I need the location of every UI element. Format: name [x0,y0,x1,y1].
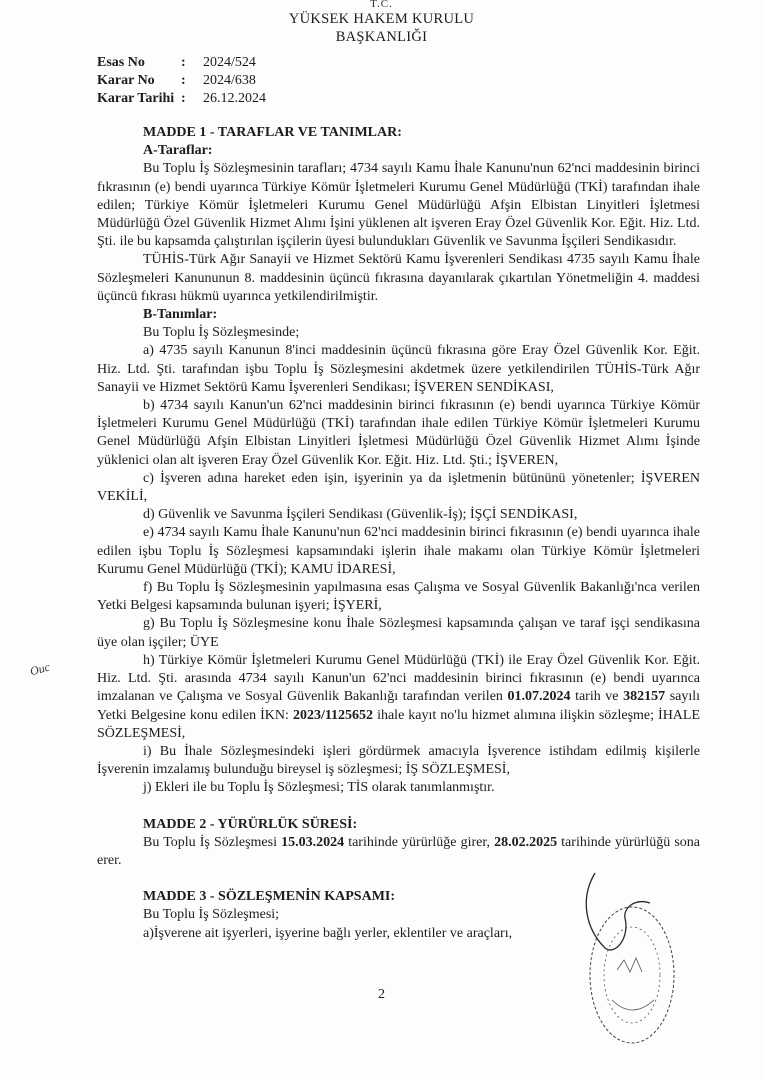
karar-colon: : [181,73,186,88]
esas-row [97,54,266,72]
madde3-item-a: a)İşverene ait işyerleri, işyerine bağlı yerler, eklentiler ve araçları, [143,925,513,941]
taraflar-paragraph-1: Bu Toplu İş Sözleşmesinin tarafları; 4734 sayılı Kamu İhale Kanunu'nun 62'nci maddesinin birinci fıkrasının (e) bendi uyarınca Türkiye Kömür İşletmeleri Kurumu Genel Müdürlüğü (TKİ) tarafından ihale edilen; Türkiye Kömür İşletmeleri Kurumu Genel Müdürlüğü Afşin Elbistan Linyitleri İşletmesi Müdürlüğü Özel Güvenlik Hizmet Alımı İşini yüklenen alt işveren Eray Özel Güvenlik Kor. Eğit. Hiz. Ltd. Şti. ile bu kapsamda çalıştırılan işçilerin üyesi bulundukları Güvenlik ve Savunma İşçileri Sendikasıdır. [97,161,700,250]
header-organization: YÜKSEK HAKEM KURULU [288,11,475,27]
madde3-title: MADDE 3 - SÖZLEŞMENİN KAPSAMI: [143,889,396,905]
karar-value: 2024/638 [203,73,256,88]
esas-value: 2024/524 [203,55,256,70]
header-department: BAŞKANLIĞI [335,29,428,45]
official-seal [572,900,682,1050]
karar-label: Karar No [97,73,155,88]
madde2-text-2: tarihinde yürürlüğe girer, [348,834,490,850]
madde2-title: MADDE 2 - YÜRÜRLÜK SÜRESİ: [143,816,358,832]
tarih-colon: : [181,91,186,106]
header-tc: T.C. [370,0,393,10]
karar-row [97,72,266,90]
definition-h-text-4: ihale kayıt no'lu hizmet alımına ilişkin sözleşme; İHALE SÖZLEŞMESİ, [97,707,701,741]
definition-c: c) İşveren adına hareket eden işin, işyerinin ya da işletmenin bütününü yönetenler; İŞVEREN VEKİLİ, [97,470,700,505]
esas-colon: : [181,55,186,70]
page-number: 2 [378,987,385,1002]
tarih-value: 26.12.2024 [203,91,266,106]
tanimlar-title: B-Tanımlar: [143,307,218,323]
tarih-row [97,90,266,108]
madde2-end-date: 28.02.2025 [494,834,558,850]
madde2-paragraph [97,834,700,870]
document-header [0,0,763,46]
definition-f: f) Bu Toplu İş Sözleşmesinin yapılmasına esas Çalışma ve Sosyal Güvenlik Bakanlığı'nca verilen Yetki Belgesi kapsamında bulunan işyeri; İŞYERİ, [97,580,700,614]
definition-h-number: 382157 [623,689,666,705]
definition-j: j) Ekleri ile bu Toplu İş Sözleşmesi; TİS olarak tanımlanmıştır. [143,780,495,796]
definition-g: g) Bu Toplu İş Sözleşmesine konu İhale Sözleşmesi kapsamında çalışan ve taraf işçi sendikasına üye olan işçiler; ÜYE [97,616,700,650]
document-body [97,124,700,943]
definition-h-text-2: tarih ve [575,689,619,705]
definition-h-ikn: 2023/1125652 [292,707,374,723]
taraflar-paragraph-2: TÜHİS-Türk Ağır Sanayii ve Hizmet Sektörü Kamu İşverenleri Sendikası 4735 sayılı Kamu İhale Sözleşmeleri Kanununun 8. maddesinin üçüncü fıkrasına dayanılarak çıkartılan Yönetmeliğin 4. maddesi üçüncü fıkrası hükmü uyarınca yetkilendirilmiştir. [97,252,700,304]
definition-a: a) 4735 sayılı Kanunun 8'inci maddesinin üçüncü fıkrasına göre Eray Özel Güvenlik Kor. Eğit. Hiz. Ltd. Şti. tarafından işbu Toplu İş Sözleşmesini akdetmek üzere yetkilendirilen TÜHİS-Türk Ağır Sanayii ve Hizmet Sektörü Kamu İşverenleri Sendikası; İŞVEREN SENDİKASI, [97,343,700,395]
definition-i: i) Bu İhale Sözleşmesindeki işleri gördürmek amacıyla İşverence istihdam edilmiş kişilerle İşverenin imzalamış bulunduğu bireysel iş sözleşmesi; İŞ SÖZLEŞMESİ, [97,743,700,778]
spacer [97,798,700,816]
taraflar-title: A-Taraflar: [143,143,213,159]
margin-initials: Ouc [28,659,52,679]
definition-h-text-1: h) Türkiye Kömür İşletmeleri Kurumu Genel Müdürlüğü (TKİ) ile Eray Özel Güvenlik Kor. Eğit. Hiz. Ltd. Şti. arasında 4734 sayılı Kanun'un 62'nci maddesinin birinci fıkrasının (e) bendi uyarınca imzalanan ve Çalışma ve Sosyal Güvenlik Bakanlığı tarafından verilen [97,652,700,705]
madde2-start-date: 15.03.2024 [281,834,345,850]
madde2-text-3: tarihinde yürürlüğü sona erer. [97,834,701,868]
madde3-intro: Bu Toplu İş Sözleşmesi; [143,907,280,923]
definition-h [97,652,700,743]
case-metadata [97,54,266,108]
madde2-text-1: Bu Toplu İş Sözleşmesi [143,834,277,850]
definition-h-text-3: sayılı Yetki Belgesine konu edilen İKN: [97,689,701,723]
madde1-title: MADDE 1 - TARAFLAR VE TANIMLAR: [143,125,402,140]
tanimlar-intro: Bu Toplu İş Sözleşmesinde; [143,325,300,341]
definition-d: d) Güvenlik ve Savunma İşçileri Sendikası (Güvenlik-İş); İŞÇİ SENDİKASI, [143,507,578,523]
definition-b: b) 4734 sayılı Kanun'un 62'nci maddesinin birinci fıkrasının (e) bendi uyarınca Türkiye Kömür İşletmeleri Kurumu Genel Müdürlüğü (TKİ) tarafından ihale edilen Türkiye Kömür İşletmeleri Kurumu Genel Müdürlüğü Afşin Elbistan Linyitleri İşletmesi Müdürlüğü Özel Güvenlik Hizmet Alımı İşinde yüklenici olan alt işveren Eray Özel Güvenlik Kor. Eğit. Hiz. Ltd. Şti.; İŞVEREN, [97,398,700,468]
tarih-label: Karar Tarihi [97,91,175,106]
definition-h-date: 01.07.2024 [507,689,571,705]
esas-label: Esas No [97,55,145,70]
definition-e: e) 4734 sayılı Kamu İhale Kanunu'nun 62'nci maddesinin birinci fıkrasının (e) bendi uyarınca ihale edilen işbu Toplu İş Sözleşmesi kapsamındaki işlerin ihale makamı olan Türkiye Kömür İşletmeleri Kurumu Genel Müdürlüğü (TKİ); KAMU İDARESİ, [97,525,700,577]
